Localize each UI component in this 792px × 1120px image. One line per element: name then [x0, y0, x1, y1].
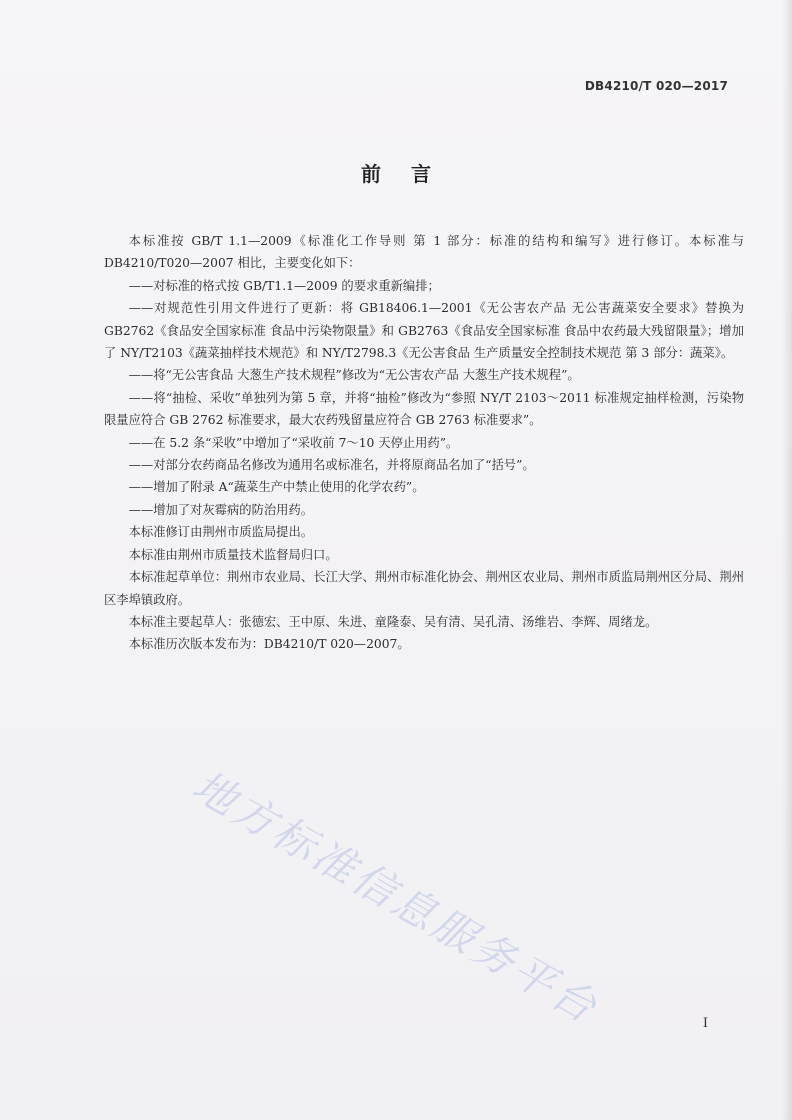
document-body	[104, 230, 744, 656]
document-code: DB4210/T 020—2017	[584, 79, 728, 93]
page-number: I	[702, 1016, 708, 1031]
paragraph-change-format: ——对标准的格式按 GB/T1.1—2009 的要求重新编排；	[128, 278, 440, 293]
watermark: 地方标准信息服务平台	[184, 760, 608, 1034]
page-title: 前言	[361, 162, 461, 186]
paragraph-change-gray-mold: ——增加了对灰霉病的防治用药。	[128, 502, 314, 517]
paragraph-administrator: 本标准由荆州市质量技术监督局归口。	[128, 547, 338, 562]
paragraph-proposer: 本标准修订由荆州市质监局提出。	[128, 525, 314, 540]
paragraph-change-appendix: ——增加了附录 A“蔬菜生产中禁止使用的化学农药”。	[128, 480, 425, 495]
paragraph-change-harvest: ——在 5.2 条“采收”中增加了“采收前 7～10 天停止用药”。	[128, 435, 459, 450]
paragraph-drafters: 本标准主要起草人：张德宏、王中原、朱进、童隆泰、吴有清、吴孔清、汤维岩、李辉、周绪龙。	[128, 614, 658, 629]
paragraph-change-references: ——对规范性引用文件进行了更新：将 GB18406.1—2001《无公害农产品 无公害蔬菜安全要求》替换为 GB2762《食品安全国家标准 食品中污染物限量》和 GB2763《食品安全国家标准 食品中农药最大残留限量》；增加了 NY/T2103《蔬菜抽样技术规范》和 NY/T2798.3《无公害食品 生产质量安全控制技术规范 第 3 部分：蔬菜》。	[104, 301, 744, 361]
paragraph-change-sampling: ——将“抽检、采收”单独列为第 5 章，并将“抽检”修改为“参照 NY/T 2103～2011 标准规定抽样检测，污染物限量应符合 GB 2762 标准要求，最大农药残留量应符合 GB 2763 标准要求”。	[104, 390, 744, 428]
paragraph-drafting-units: 本标准起草单位：荆州市农业局、长江大学、荆州市标准化协会、荆州区农业局、荆州市质监局荆州区分局、荆州区李埠镇政府。	[104, 570, 744, 607]
paragraph-intro: 本标准按 GB/T 1.1—2009《标准化工作导则 第 1 部分：标准的结构和编写》进行修订。本标准与 DB4210/T020—2007 相比，主要变化如下：	[104, 234, 744, 271]
paragraph-change-pesticide-names: ——对部分农药商品名修改为通用名或标准名，并将原商品名加了“括号”。	[128, 458, 535, 473]
paragraph-version-history: 本标准历次版本发布为：DB4210/T 020—2007。	[128, 637, 410, 652]
paragraph-change-title: ——将“无公害食品 大葱生产技术规程”修改为“无公害农产品 大葱生产技术规程”。	[128, 368, 580, 383]
